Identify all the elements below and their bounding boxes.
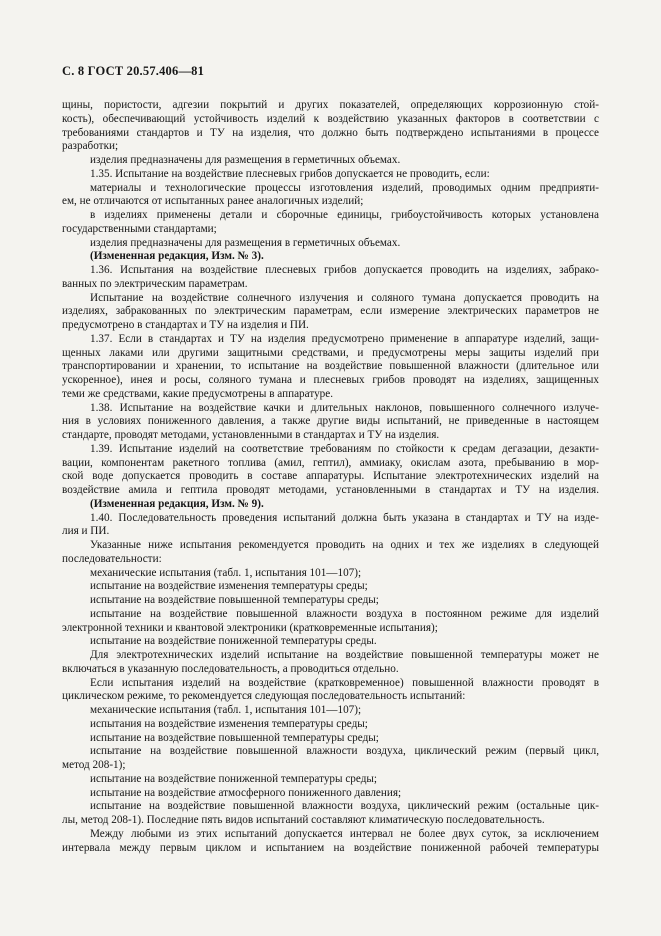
text-line: щины, пористости, адгезии покрытий и других показателей, определяющих коррозионную стой- (62, 99, 599, 111)
text-line: 1.37. Если в стандартах и ТУ на изделия предусмотрено применение в аппаратуре изделий, защи- (90, 332, 599, 345)
text-line: 1.39. Испытание изделий на соответствие требованиям по стойкости к средам дегазации, дезакти- (90, 442, 599, 455)
text-line: испытание на воздействие повышенной влажности воздуха, циклический режим (первый цикл, (90, 745, 599, 758)
text-line: испытание на воздействие атмосферного пониженного давления; (90, 786, 402, 799)
text-line: Испытание на воздействие солнечного излучения и соляного тумана допускается проводить на (90, 291, 599, 304)
text-line: циклическом режиме, то рекомендуется следующая последовательность испытаний: (62, 690, 466, 703)
text-line: в изделиях применены детали и сборочные единицы, грибоустойчивость которых установлена (90, 209, 599, 221)
text-line: Указанные ниже испытания рекомендуется проводить на одних и тех же изделиях в следующей (90, 539, 599, 551)
text-line: электронной техники и квантовой электроники (кратковременные испытания); (62, 621, 438, 634)
text-line: ской воде допускается проводить в составе аппаратуры. Испытание электротехнических изделий на (62, 470, 599, 483)
text-line: ния в условиях пониженного давления, а также другие виды испытаний, не приведенные в настоящем (62, 415, 599, 428)
text-line: метод 208-1); (62, 759, 126, 771)
text-line: воздействие амила и гептила проводят методами, установленными в стандартах и ТУ на изделия. (62, 484, 599, 496)
text-line: изделия предназначены для размещения в герметичных объемах. (90, 154, 401, 166)
text-line: лия и ПИ. (62, 525, 110, 538)
text-line: Между любыми из этих испытаний допускается интервал не более двух суток, за исключением (90, 827, 599, 840)
text-line: испытание на воздействие повышенной температуры среды; (90, 594, 379, 606)
text-line: механические испытания (табл. 1, испытания 101—107); (90, 566, 362, 579)
text-line: щенных лаками или другими защитными средствами, и предусмотрены меры защиты изделий при (62, 346, 599, 359)
text-line: 1.40. Последовательность проведения испытаний должна быть указана в стандартах и ТУ на изде- (90, 511, 599, 524)
text-line: вации, компонентам ракетного топлива (амил, гептил), аммиаку, окислам азота, пребыванию в мор- (62, 456, 599, 469)
document-body (62, 99, 599, 855)
text-line: испытание на воздействие пониженной температуры среды. (90, 635, 377, 648)
text-line: ускоренное), инея и росы, соляного тумана и плесневых грибов проводят на изделиях, защищенных (62, 374, 599, 386)
text-line: ем, не отличаются от испытанных ранее аналогичных изделий; (62, 195, 364, 208)
text-line: требованиями стандартов и ТУ на изделия, что должно быть подтверждено испытаниями в процессе (62, 126, 599, 139)
text-line: стандарте, проводят методами, установленными в стандартах и ТУ на изделия. (62, 429, 440, 441)
text-line: испытание на воздействие пониженной температуры среды; (90, 772, 378, 785)
text-line: 1.36. Испытания на воздействие плесневых грибов допускается проводить на изделиях, забрако- (90, 264, 599, 276)
page-header: С. 8 ГОСТ 20.57.406—81 (62, 64, 205, 78)
text-line: государственными стандартами; (62, 222, 217, 235)
text-line: изделиях, забракованных по электрическим параметрам, если измерение электрических параметров не (62, 305, 599, 318)
text-line: 1.35. Испытание на воздействие плесневых грибов допускается не проводить, если: (90, 167, 490, 180)
text-line: лы, метод 208-1). Последние пять видов испытаний составляют климатическую последовательность. (62, 814, 545, 826)
text-line: материалы и технологические процессы изготовления изделий, проводимых одним предприяти- (90, 181, 599, 194)
text-line: интервала между первым циклом и испытанием на воздействие пониженной рабочей температуры (62, 841, 599, 854)
text-line: 1.38. Испытание на воздействие качки и длительных наклонов, повышенного солнечного излуче- (90, 401, 599, 414)
text-line: кость), обеспечивающий устойчивость изделий к воздействию указанных факторов в соответствии с (62, 112, 599, 125)
text-line: включаться в указанную последовательность, а проводиться отдельно. (62, 662, 399, 675)
text-line: испытания на воздействие изменения температуры среды; (90, 717, 368, 730)
amendment-note-line: (Измененная редакция, Изм. № 3). (90, 250, 264, 263)
text-line: ванных по электрическим параметрам. (62, 277, 248, 290)
amendment-note-line: (Измененная редакция, Изм. № 9). (90, 497, 264, 510)
text-line: транспортировании и хранении, то испытание на воздействие повышенной влажности (длительное или (62, 360, 599, 373)
text-line: Если испытания изделий на воздействие (кратковременное) повышенной влажности проводят в (90, 676, 599, 689)
text-line: предусмотрено в стандартах и ТУ на изделия и ПИ. (62, 319, 309, 331)
text-line: испытание на воздействие повышенной влажности воздуха, циклический режим (остальные цик- (90, 800, 599, 813)
text-line: испытание на воздействие изменения температуры среды; (90, 580, 368, 593)
text-line: Для электротехнических изделий испытание на воздействие повышенной температуры может не (90, 649, 599, 661)
text-line: испытание на воздействие повышенной влажности воздуха в постоянном режиме для изделий (90, 607, 599, 620)
text-line: последовательности: (62, 552, 162, 565)
text-line: разработки; (62, 140, 119, 153)
text-line: механические испытания (табл. 1, испытания 101—107); (90, 704, 362, 716)
text-line: испытание на воздействие повышенной температуры среды; (90, 731, 379, 744)
text-line: изделия предназначены для размещения в герметичных объемах. (90, 236, 401, 249)
text-line: теми же средствами, какие предусмотрены в аппаратуре. (62, 387, 334, 400)
